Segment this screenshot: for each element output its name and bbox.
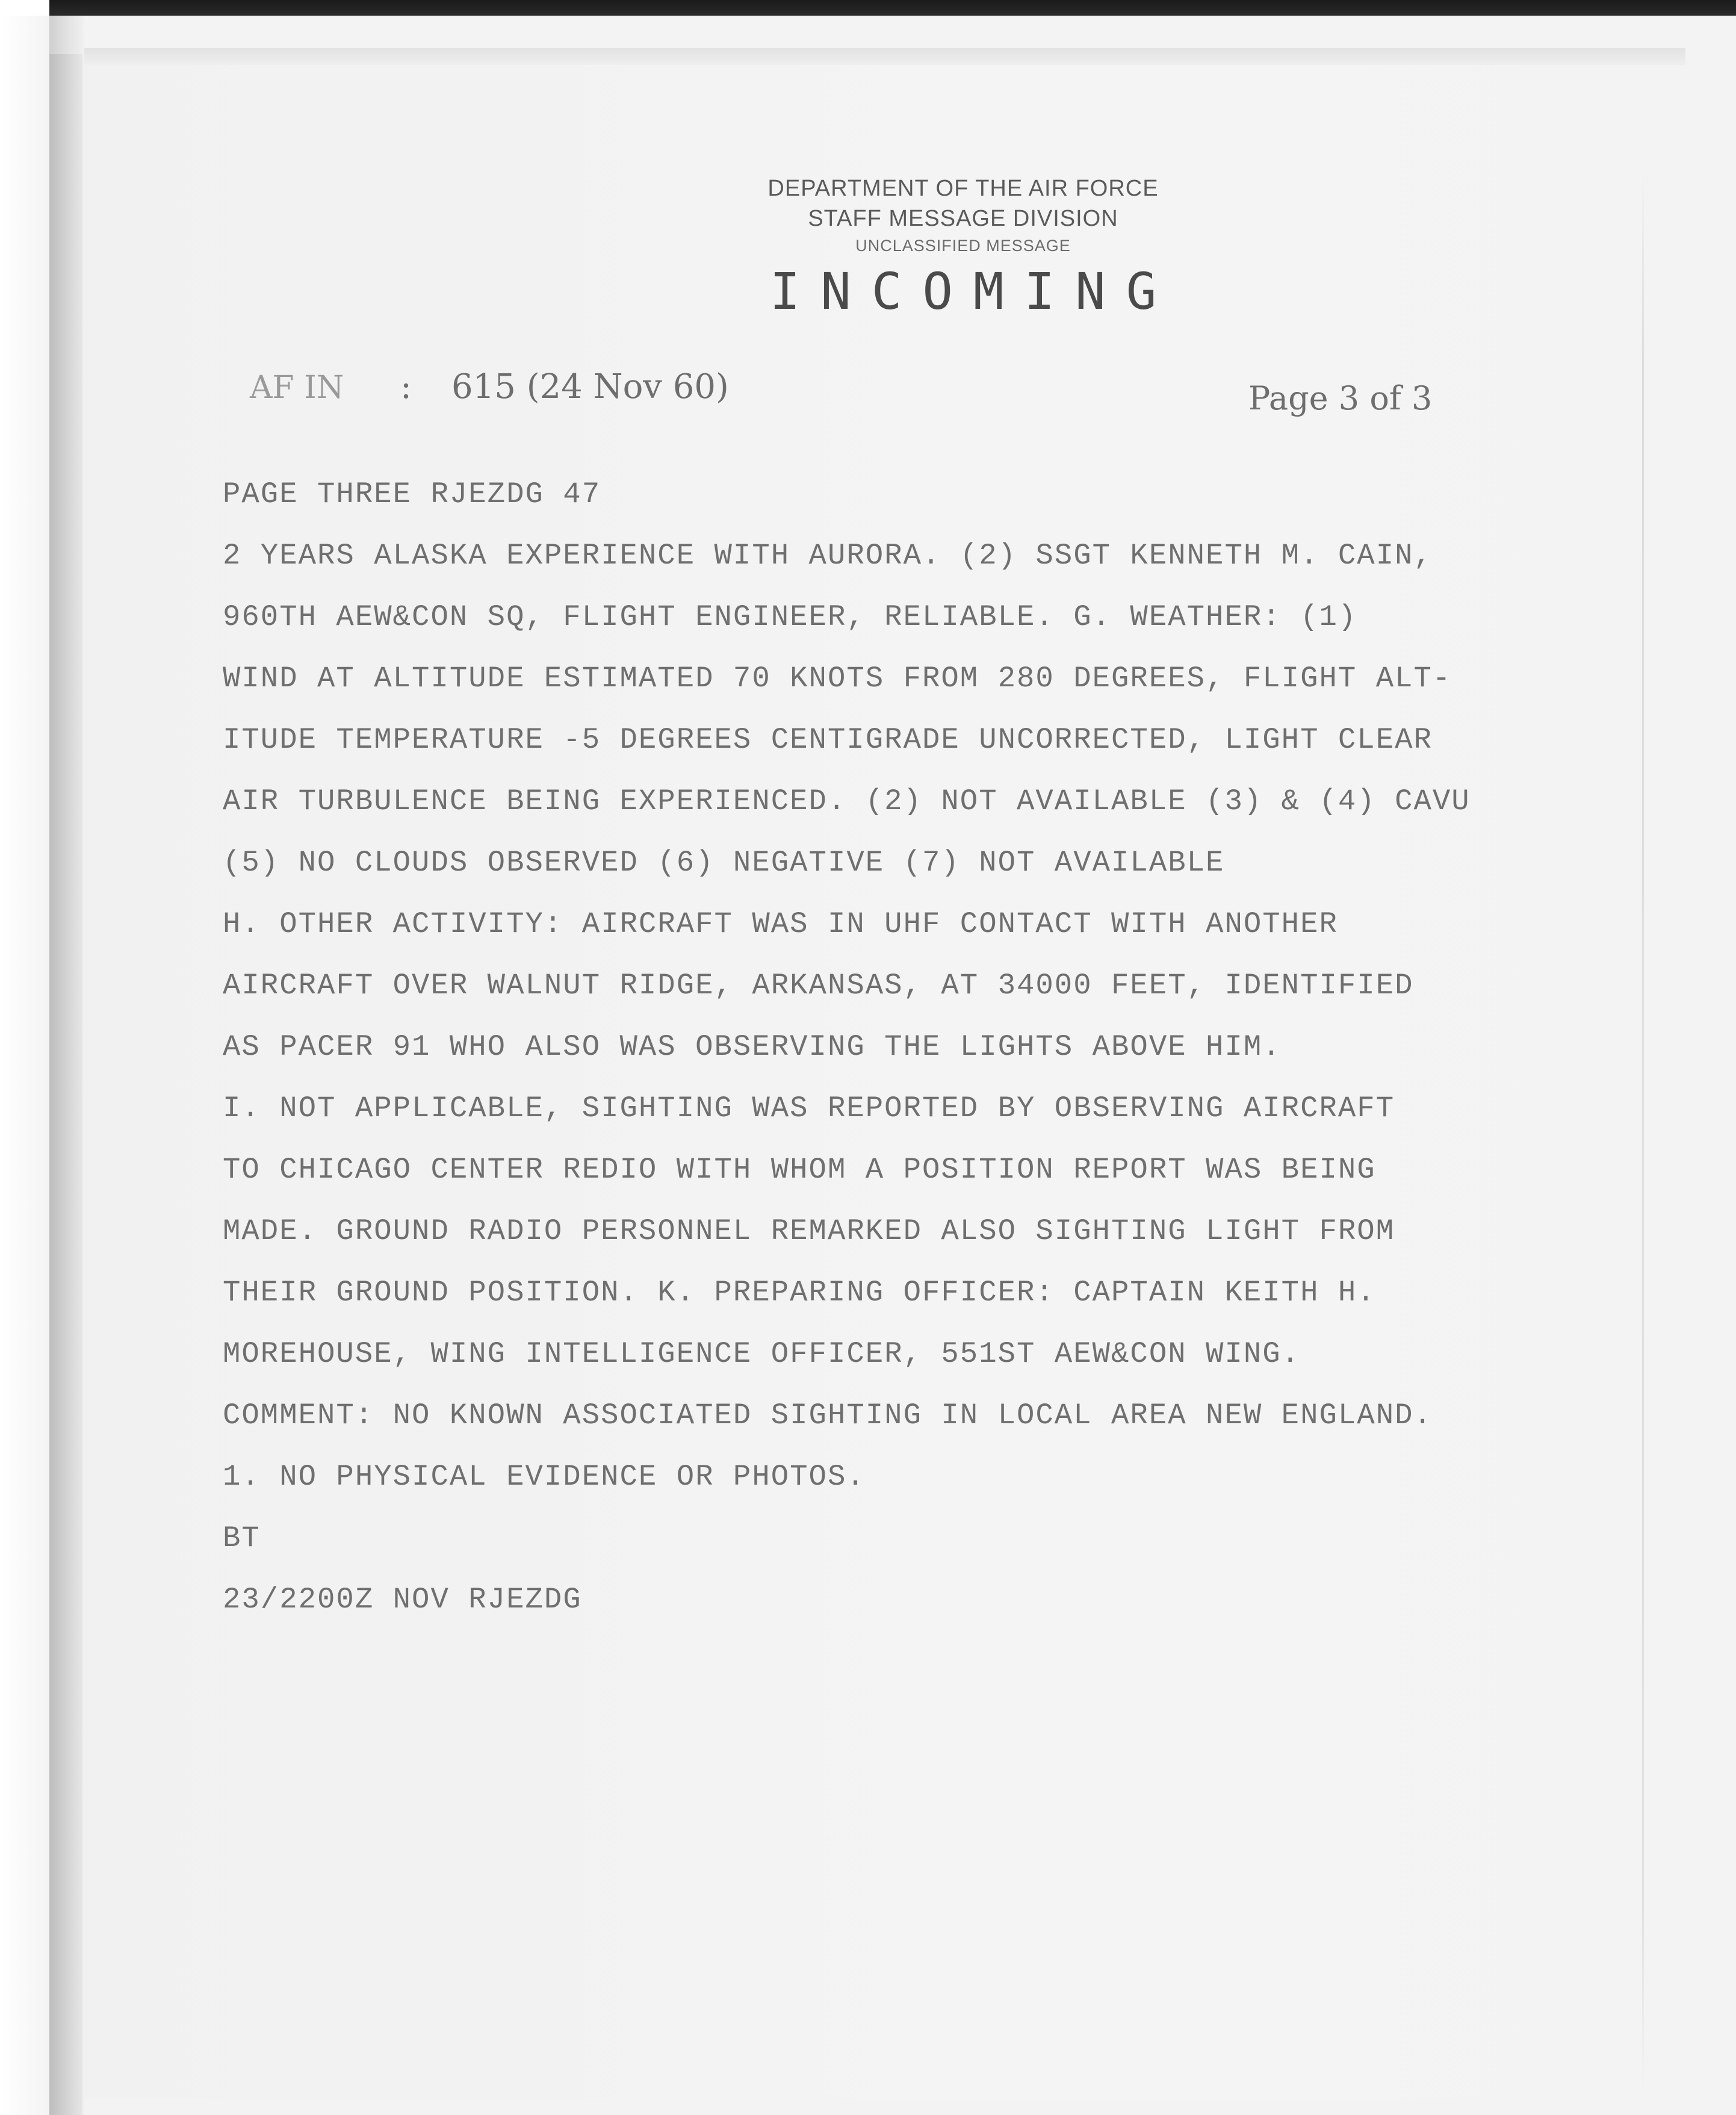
message-body — [223, 464, 1559, 1630]
department-name: DEPARTMENT OF THE AIR FORCE — [767, 176, 1159, 201]
message-line: PAGE THREE RJEZDG 47 — [223, 477, 601, 511]
message-line: MOREHOUSE, WING INTELLIGENCE OFFICER, 551ST AEW&CON WING. — [223, 1337, 1301, 1371]
film-edge-left — [0, 0, 49, 2115]
message-line: 23/2200Z NOV RJEZDG — [223, 1583, 582, 1617]
message-line: WIND AT ALTITUDE ESTIMATED 70 KNOTS FROM 280 DEGREES, FLIGHT ALT- — [223, 662, 1452, 695]
message-line: BT — [223, 1521, 261, 1555]
message-line: COMMENT: NO KNOWN ASSOCIATED SIGHTING IN LOCAL AREA NEW ENGLAND. — [223, 1399, 1433, 1432]
message-direction: INCOMING — [769, 262, 1177, 321]
page-edge-rule — [1642, 169, 1644, 2095]
sheet-top-edge — [84, 48, 1685, 65]
page-indicator: Page 3 of 3 — [1248, 379, 1433, 417]
message-line: 2 YEARS ALASKA EXPERIENCE WITH AURORA. (2) SSGT KENNETH M. CAIN, — [223, 539, 1433, 573]
reference-label: AF IN — [250, 370, 344, 406]
reference-separator: : — [400, 367, 412, 406]
reference-number: 615 (24 Nov 60) — [451, 367, 729, 406]
message-line: I. NOT APPLICABLE, SIGHTING WAS REPORTED BY OBSERVING AIRCRAFT — [223, 1092, 1395, 1125]
message-line: THEIR GROUND POSITION. K. PREPARING OFFICER: CAPTAIN KEITH H. — [223, 1276, 1376, 1309]
message-line: AS PACER 91 WHO ALSO WAS OBSERVING THE LIGHTS ABOVE HIM. — [223, 1030, 1282, 1064]
sheet-shadow — [49, 54, 82, 2115]
message-line: 1. NO PHYSICAL EVIDENCE OR PHOTOS. — [223, 1460, 866, 1494]
message-line: TO CHICAGO CENTER REDIO WITH WHOM A POSITION REPORT WAS BEING — [223, 1153, 1376, 1187]
message-line: AIRCRAFT OVER WALNUT RIDGE, ARKANSAS, AT 34000 FEET, IDENTIFIED — [223, 969, 1414, 1002]
film-corner — [0, 0, 49, 16]
reference-line — [250, 367, 729, 406]
division-name: STAFF MESSAGE DIVISION — [808, 206, 1118, 231]
message-header — [662, 173, 1264, 321]
message-line: H. OTHER ACTIVITY: AIRCRAFT WAS IN UHF CONTACT WITH ANOTHER — [223, 907, 1338, 941]
message-line: 960TH AEW&CON SQ, FLIGHT ENGINEER, RELIABLE. G. WEATHER: (1) — [223, 600, 1357, 634]
film-edge-top — [48, 0, 1736, 16]
message-line: MADE. GROUND RADIO PERSONNEL REMARKED ALSO SIGHTING LIGHT FROM — [223, 1214, 1395, 1248]
message-line: AIR TURBULENCE BEING EXPERIENCED. (2) NOT AVAILABLE (3) & (4) CAVU — [223, 784, 1471, 818]
classification-label: UNCLASSIFIED MESSAGE — [855, 237, 1071, 255]
message-line: (5) NO CLOUDS OBSERVED (6) NEGATIVE (7) NOT AVAILABLE — [223, 846, 1225, 880]
message-line: ITUDE TEMPERATURE -5 DEGREES CENTIGRADE UNCORRECTED, LIGHT CLEAR — [223, 723, 1433, 757]
